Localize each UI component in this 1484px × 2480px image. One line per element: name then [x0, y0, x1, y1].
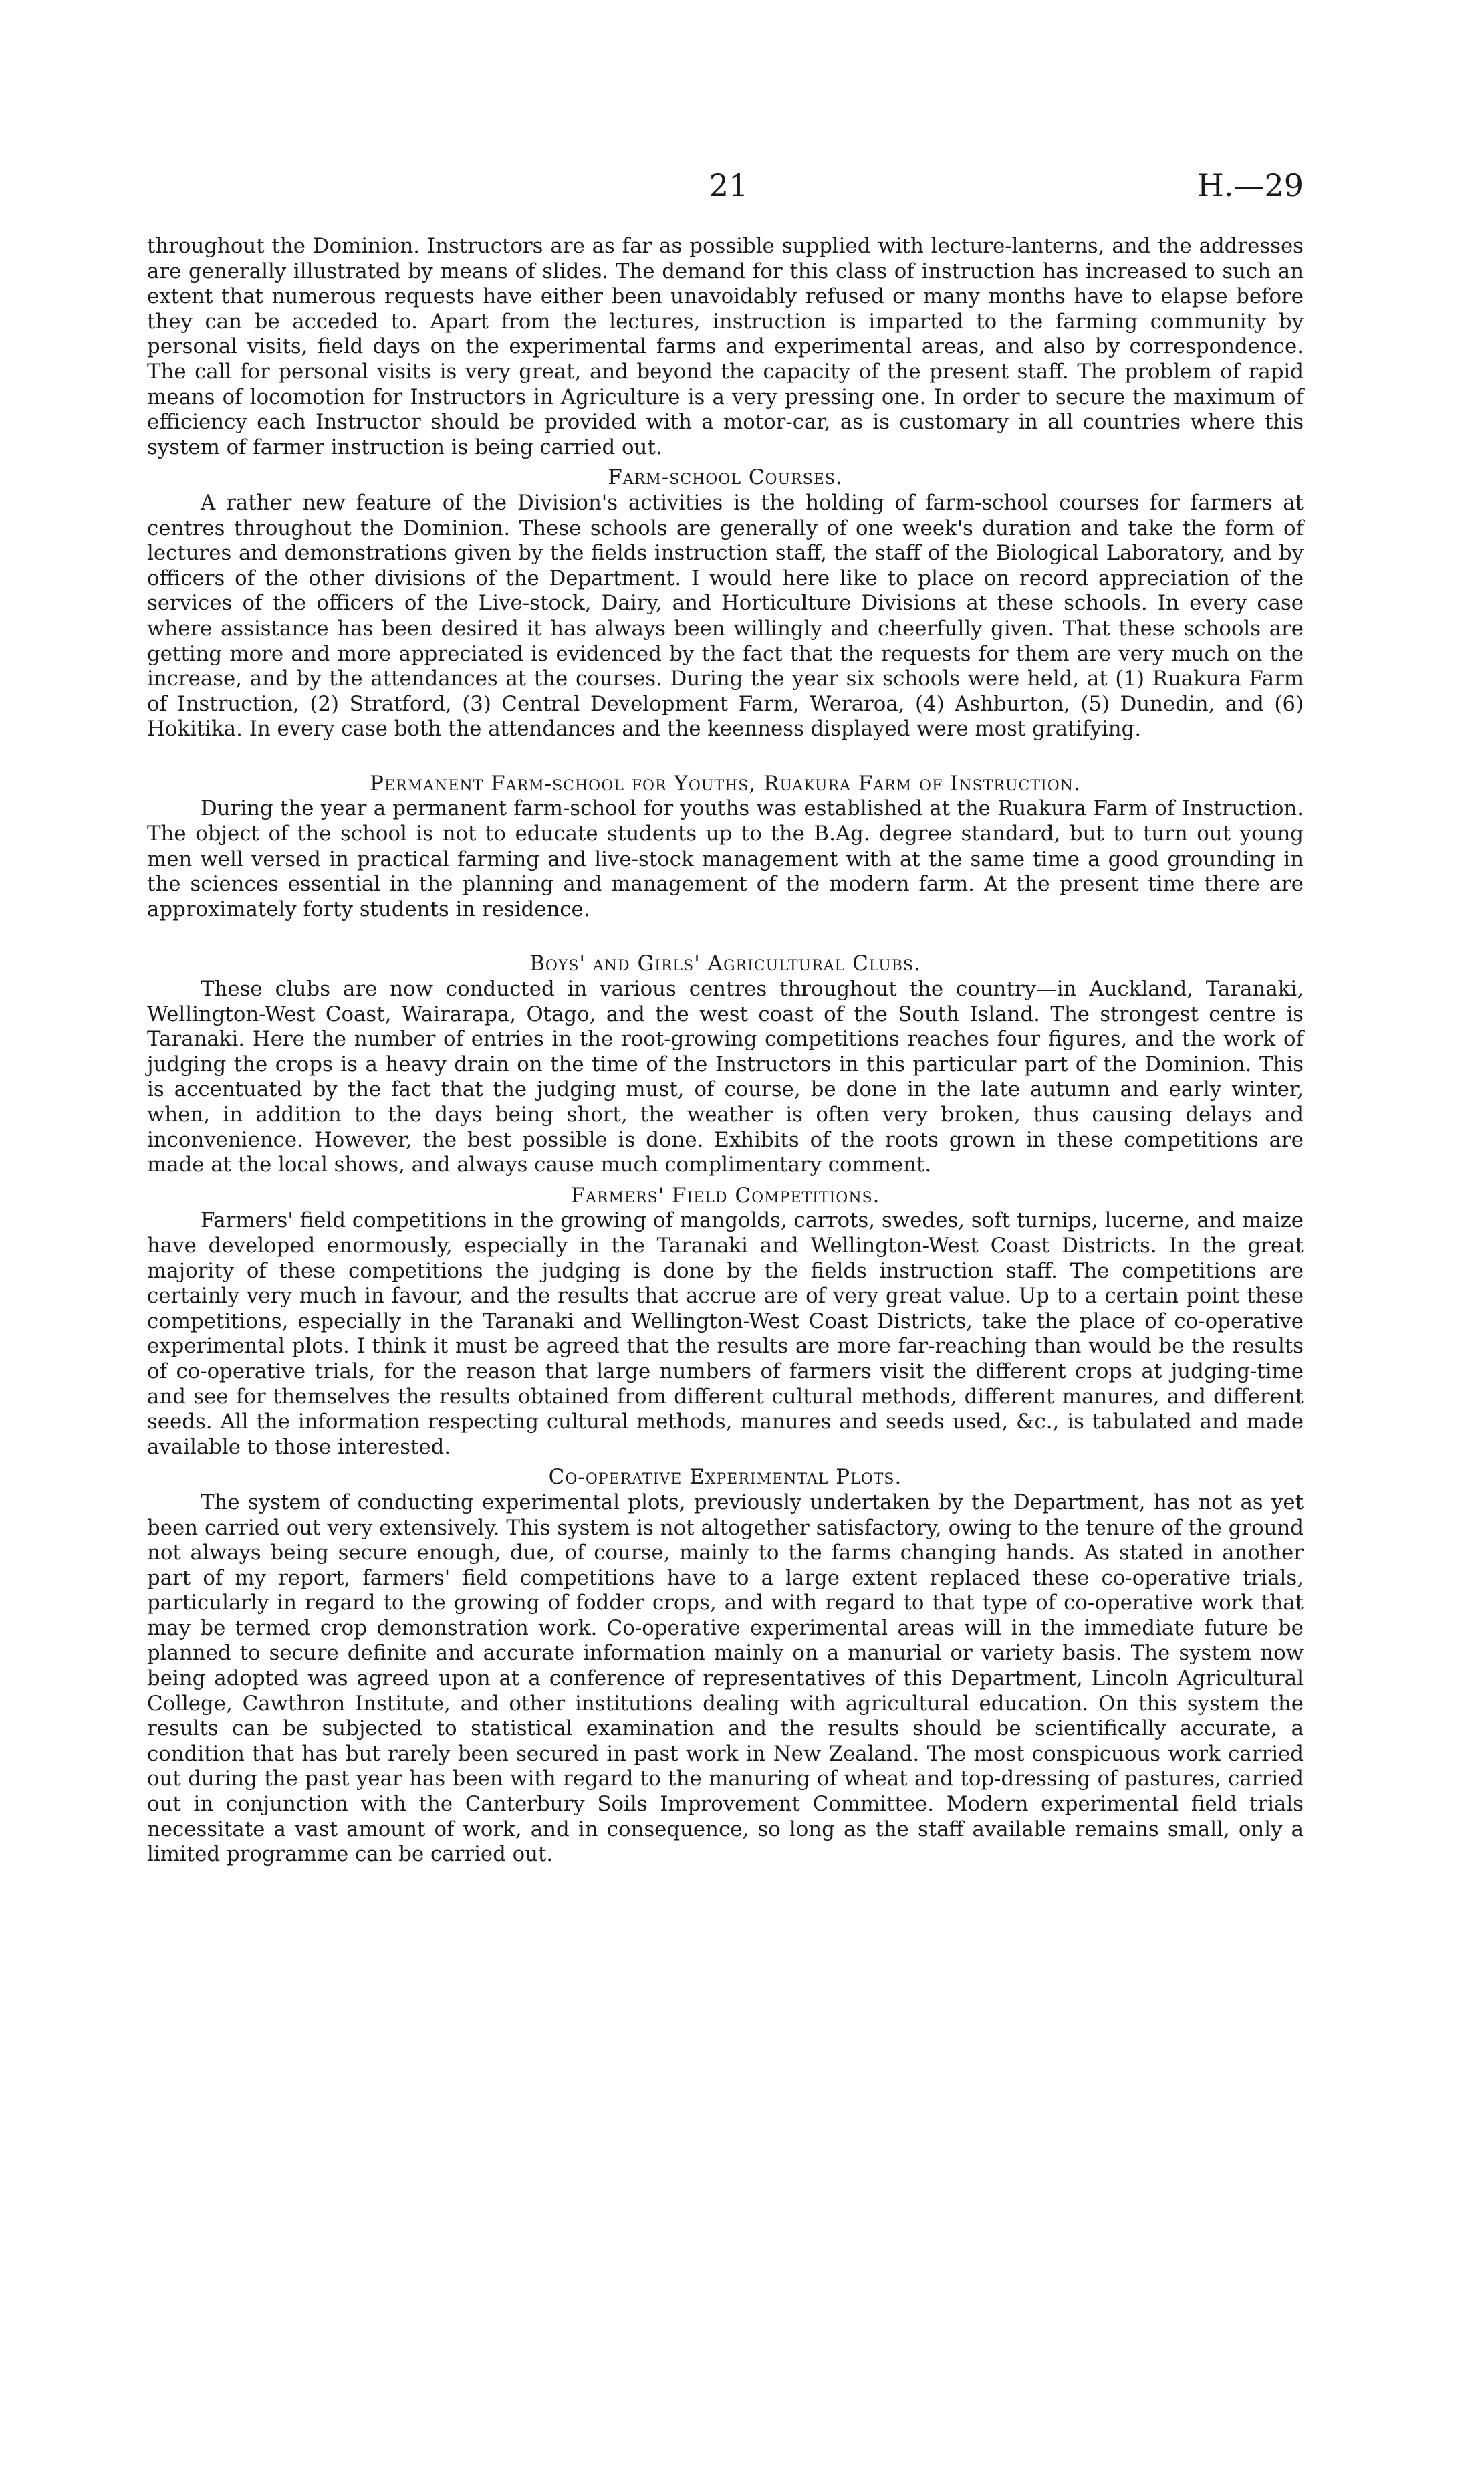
section-heading-permanent-farm-school: Permanent Farm-school for Youths, Ruakura Farm of Instruction. — [370, 771, 1081, 796]
section-body-agricultural-clubs: These clubs are now conducted in various centres throughout the country—in Auckland, Taranaki, Wellington-West Coast, Wairarapa, Otago, and the west coast of the South Island. The strongest centre is Taranaki. Here the number of entries in the root-growing competitions reaches four figures, and the work of judging the crops is a heavy drain on the time of the Instructors in this particular part of the Dominion. This is accentuated by the fact that the judging must, of course, be done in the late autumn and early winter, when, in addition to the days being short, the weather is often very broken, thus causing delays and inconvenience. However, the best possible is done. Exhibits of the roots grown in these competitions are made at the local shows, and always cause much complimentary comment. — [147, 977, 1304, 1177]
page-number: 21 — [709, 167, 749, 203]
section-body-permanent-farm-school: During the year a permanent farm-school for youths was established at the Ruakura Farm of Instruction. The object of the school is not to educate students up to the B.Ag. degree standard, but to turn out young men well versed in practical farming and live-stock management with at the same time a good grounding in the sciences essential in the planning and management of the modern farm. At the present time there are approximately forty students in residence. — [147, 796, 1304, 921]
section-body-field-competitions: Farmers' field competitions in the growing of mangolds, carrots, swedes, soft turnips, lucerne, and maize have developed enormously, especially in the Taranaki and Wellington-West Coast Districts. In the great majority of these competitions the judging is done by the fields instruction staff. The competitions are certainly very much in favour, and the results that accrue are of very great value. Up to a certain point these competitions, especially in the Taranaki and Wellington-West Coast Districts, take the place of co-operative experimental plots. I think it must be agreed that the results are more far-reaching than would be the results of co-operative trials, for the reason that large numbers of farmers visit the different crops at judging-time and see for themselves the results obtained from different cultural methods, different manures, and different seeds. All the information respecting cultural methods, manures and seeds used, &c., is tabulated and made available to those interested. — [147, 1208, 1304, 1459]
section-heading-experimental-plots: Co-operative Experimental Plots. — [548, 1465, 902, 1490]
page-body — [147, 234, 1304, 1868]
section-heading-farm-school-courses: Farm-school Courses. — [608, 465, 843, 490]
section-heading-agricultural-clubs: Boys' and Girls' Agricultural Clubs. — [529, 951, 921, 976]
section-body-experimental-plots: The system of conducting experimental plots, previously undertaken by the Department, has not as yet been carried out very extensively. This system is not altogether satisfactory, owing to the tenure of the ground not always being secure enough, due, of course, mainly to the farms changing hands. As stated in another part of my report, farmers' field competitions have to a large extent replaced these co-operative trials, particularly in regard to the growing of fodder crops, and with regard to that type of co-operative work that may be termed crop demonstration work. Co-operative experimental areas will in the immediate future be planned to secure definite and accurate information mainly on a manurial or variety basis. The system now being adopted was agreed upon at a conference of representatives of this Department, Lincoln Agricultural College, Cawthron Institute, and other institutions dealing with agricultural education. On this system the results can be subjected to statistical examination and the results should be scientifically accurate, a condition that has but rarely been secured in past work in New Zealand. The most conspicuous work carried out during the past year has been with regard to the manuring of wheat and top-dressing of pastures, carried out in conjunction with the Canterbury Soils Improvement Committee. Modern experimental field trials necessitate a vast amount of work, and in consequence, so long as the staff available remains small, only a limited programme can be carried out. — [147, 1490, 1304, 1867]
page-header — [147, 160, 1304, 207]
section-heading-field-competitions: Farmers' Field Competitions. — [570, 1183, 880, 1208]
intro-paragraph: throughout the Dominion. Instructors are as far as possible supplied with lecture-lanterns, and the addresses are generally illustrated by means of slides. The demand for this class of instruction has increased to such an extent that numerous requests have either been unavoidably refused or many months have to elapse before they can be acceded to. Apart from the lectures, instruction is imparted to the farming community by personal visits, field days on the experimental farms and experimental areas, and also by correspondence. The call for personal visits is very great, and beyond the capacity of the present staff. The problem of rapid means of locomotion for Instructors in Agriculture is a very pressing one. In order to secure the maximum of efficiency each Instructor should be provided with a motor-car, as is customary in all countries where this system of farmer instruction is being carried out. — [147, 234, 1304, 459]
section-body-farm-school-courses: A rather new feature of the Division's activities is the holding of farm-school courses for farmers at centres throughout the Dominion. These schools are generally of one week's duration and take the form of lectures and demonstrations given by the fields instruction staff, the staff of the Biological Laboratory, and by officers of the other divisions of the Department. I would here like to place on record appreciation of the services of the officers of the Live-stock, Dairy, and Horticulture Divisions at these schools. In every case where assistance has been desired it has always been willingly and cheerfully given. That these schools are getting more and more appreciated is evidenced by the fact that the requests for them are very much on the increase, and by the attendances at the courses. During the year six schools were held, at (1) Ruakura Farm of Instruction, (2) Stratford, (3) Central Development Farm, Weraroa, (4) Ashburton, (5) Dunedin, and (6) Hokitika. In every case both the attendances and the keenness displayed were most gratifying. — [147, 490, 1304, 742]
document-reference: H.—29 — [1197, 167, 1304, 203]
